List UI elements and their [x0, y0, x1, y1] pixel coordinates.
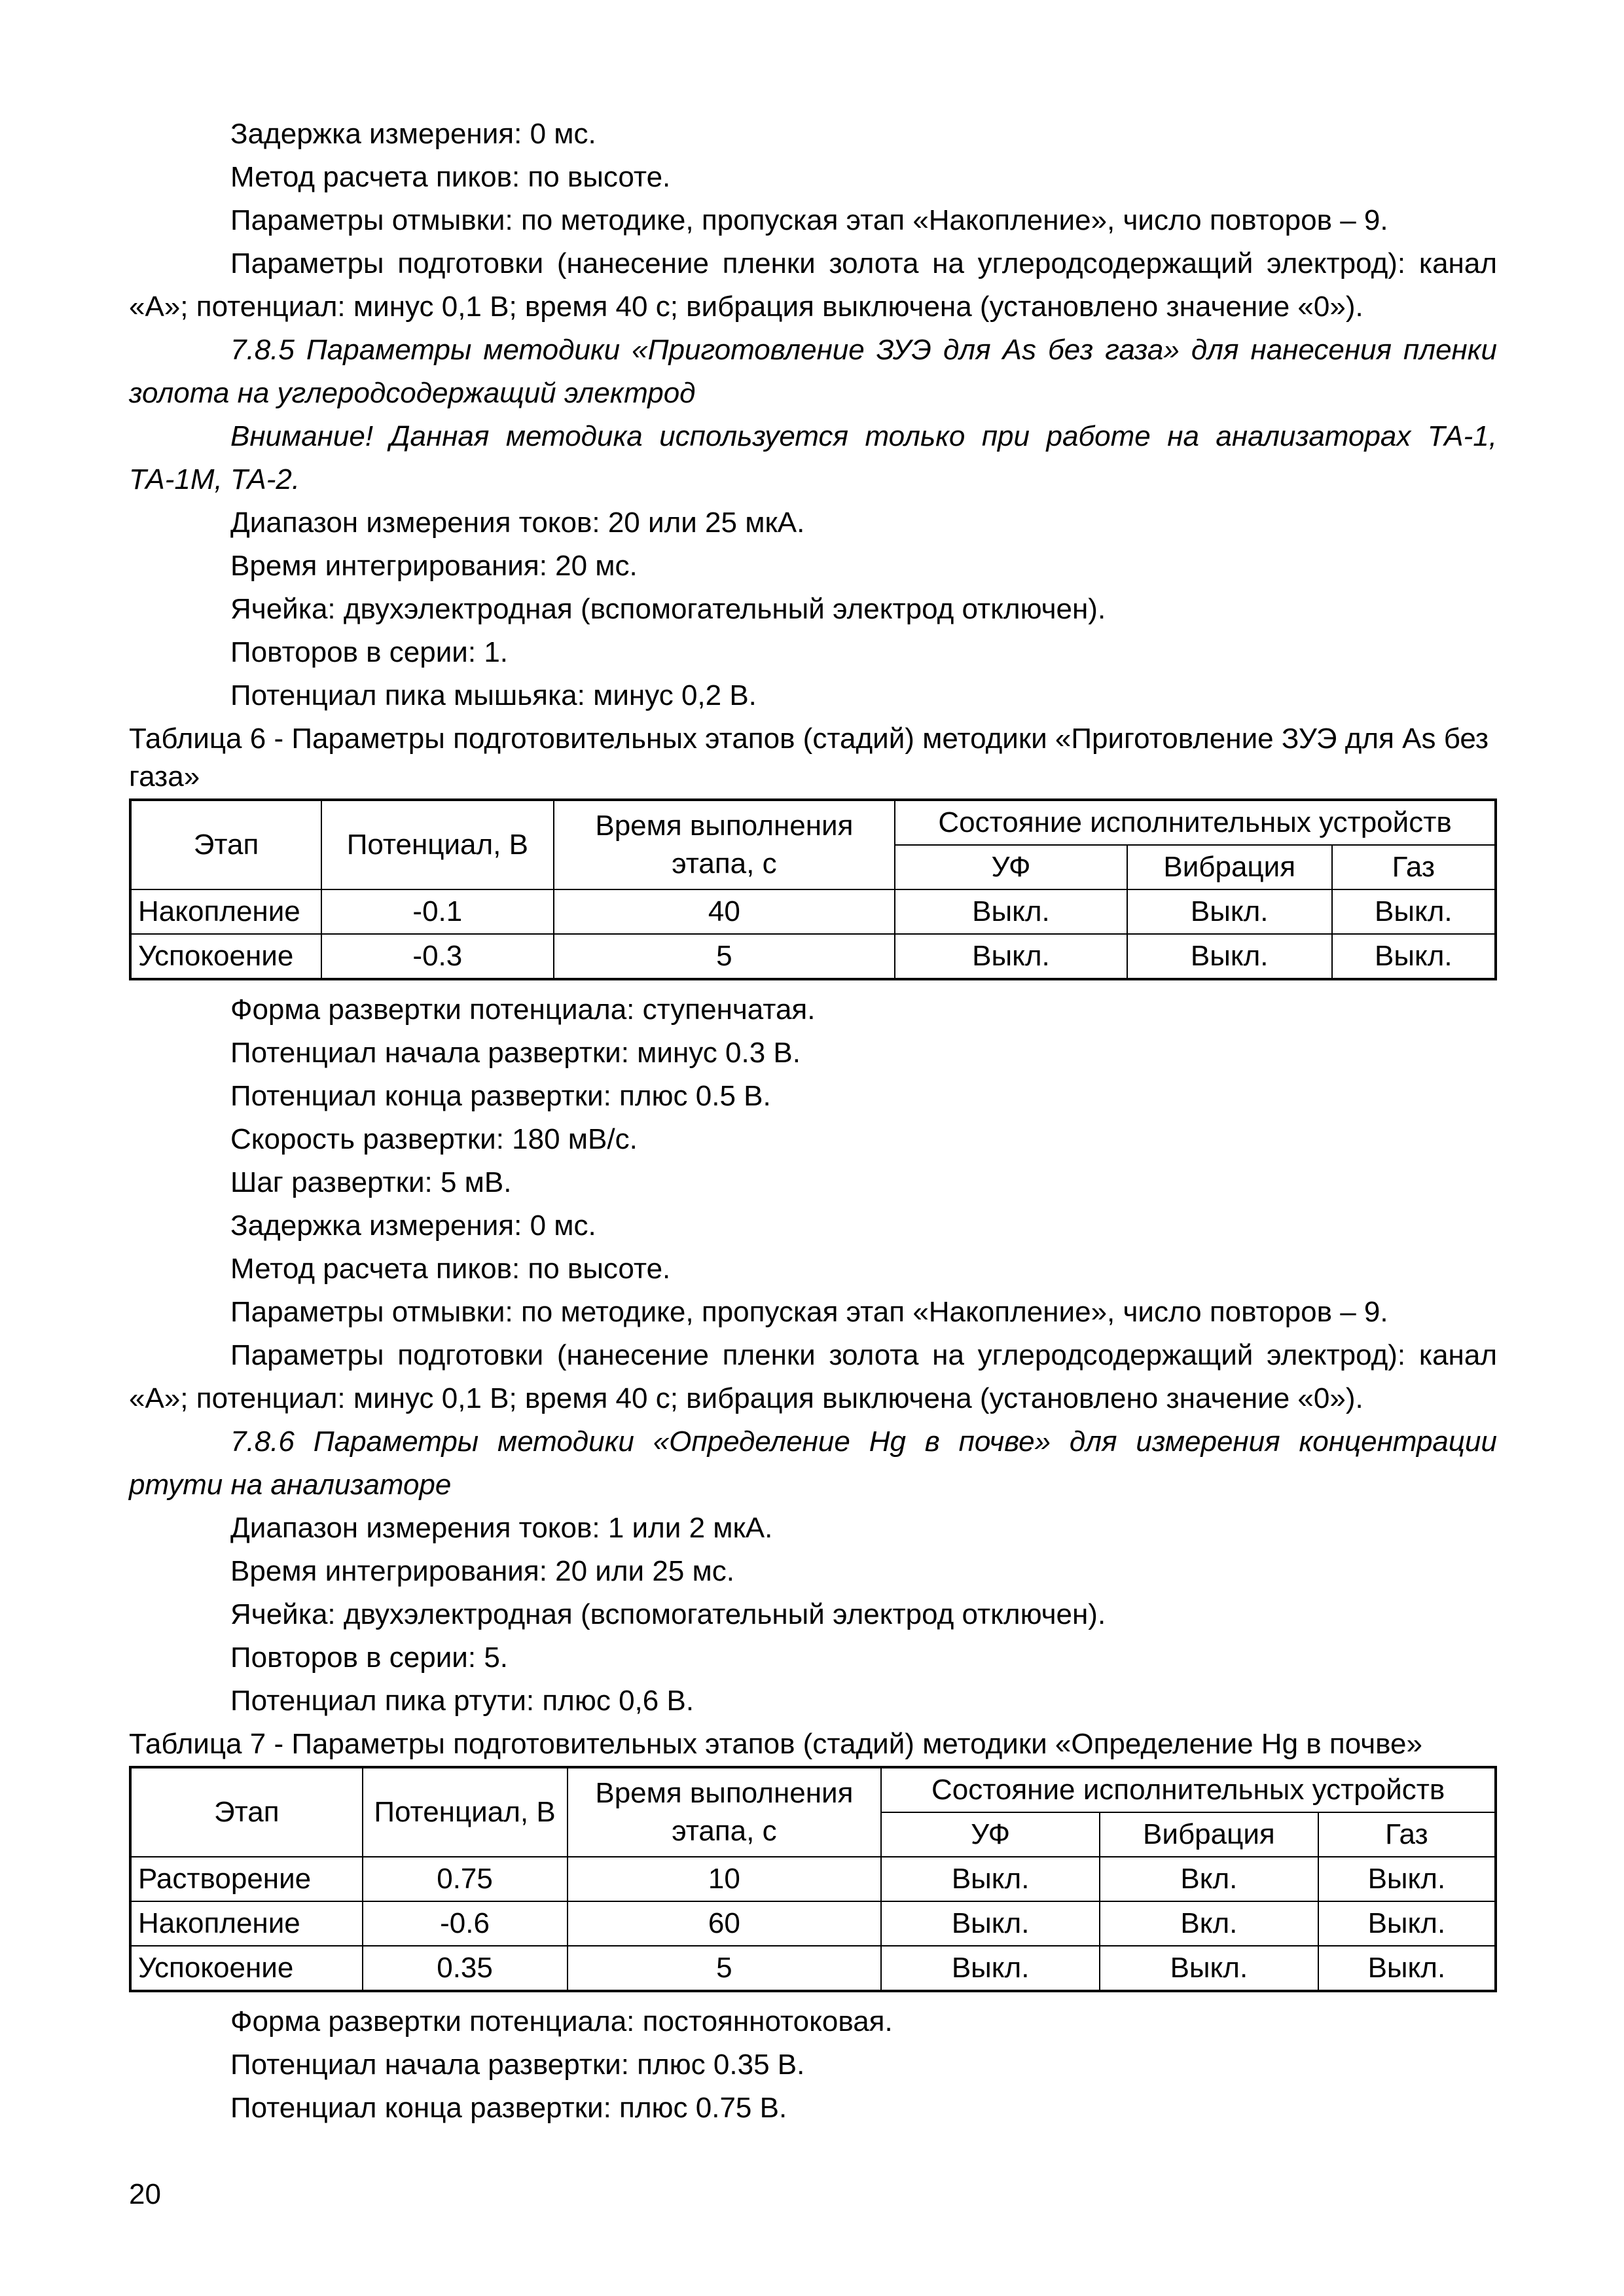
text-line: Форма развертки потенциала: постояннотоковая. [230, 2005, 893, 2037]
text-line: Потенциал конца развертки: плюс 0.5 В. [230, 1080, 771, 1112]
header-stage: Этап [130, 800, 321, 889]
text-line: Шаг развертки: 5 мВ. [230, 1166, 512, 1198]
header-gas: Газ [1332, 845, 1496, 889]
table-row [130, 934, 1496, 979]
cell-time: 40 [554, 889, 895, 934]
cell-gas: Выкл. [1318, 1901, 1496, 1946]
cell-uv: Выкл. [881, 1901, 1100, 1946]
cell-time: 10 [568, 1857, 882, 1901]
text-line: Параметры отмывки: по методике, пропуская этап «Накопление», число повторов – 9. [230, 1296, 1388, 1328]
cell-gas: Выкл. [1332, 889, 1496, 934]
table-row [130, 1901, 1496, 1946]
text-line: Потенциал начала развертки: минус 0.3 В. [230, 1037, 801, 1069]
text-line: Время интегрирования: 20 мс. [230, 550, 638, 582]
parameters-table-7 [129, 1766, 1497, 1992]
text-line: Время интегрирования: 20 или 25 мс. [230, 1555, 734, 1587]
text-line: Задержка измерения: 0 мс. [230, 118, 596, 150]
text-line: Диапазон измерения токов: 1 или 2 мкА. [230, 1512, 773, 1544]
text-line: Метод расчета пиков: по высоте. [230, 161, 671, 193]
section-heading: 7.8.5 Параметры методики «Приготовление ЗУЭ для As без газа» для нанесения пленки золота на углеродсодержащий электрод [129, 334, 1497, 409]
text-line: Повторов в серии: 5. [230, 1641, 509, 1674]
cell-uv: Выкл. [881, 1857, 1100, 1901]
text-line: Потенциал пика мышьяка: минус 0,2 В. [230, 679, 757, 711]
table-row [130, 1946, 1496, 1991]
cell-vibration: Выкл. [1100, 1946, 1318, 1991]
cell-stage: Накопление [130, 1901, 363, 1946]
header-gas: Газ [1318, 1812, 1496, 1857]
text-line: Задержка измерения: 0 мс. [230, 1210, 596, 1242]
cell-potential: 0.35 [363, 1946, 568, 1991]
section-heading: 7.8.6 Параметры методики «Определение Hg в почве» для измерения концентрации ртути на анализаторе [129, 1426, 1497, 1501]
cell-vibration: Выкл. [1127, 934, 1332, 979]
text-line: Потенциал пика ртути: плюс 0,6 В. [230, 1685, 695, 1717]
text-line: Форма развертки потенциала: ступенчатая. [230, 994, 816, 1026]
page-number: 20 [129, 2178, 161, 2210]
cell-potential: -0.1 [321, 889, 554, 934]
table-header-row [130, 1767, 1496, 1812]
header-vibration: Вибрация [1100, 1812, 1318, 1857]
cell-stage: Успокоение [130, 934, 321, 979]
cell-vibration: Вкл. [1100, 1901, 1318, 1946]
text-paragraph: Параметры подготовки (нанесение пленки золота на углеродсодержащий электрод): канал «А»; потенциал: минус 0,1 В; время 40 с; вибрация выключена (установлено значение «0»). [129, 1339, 1497, 1414]
cell-potential: -0.6 [363, 1901, 568, 1946]
header-time: Время выполнения этапа, с [568, 1767, 882, 1857]
cell-potential: -0.3 [321, 934, 554, 979]
header-uv: УФ [881, 1812, 1100, 1857]
header-vibration: Вибрация [1127, 845, 1332, 889]
text-line: Скорость развертки: 180 мВ/с. [230, 1123, 638, 1155]
text-line: Метод расчета пиков: по высоте. [230, 1253, 671, 1285]
page-content [129, 113, 1497, 2130]
text-line: Ячейка: двухэлектродная (вспомогательный электрод отключен). [230, 1598, 1106, 1630]
text-paragraph: Параметры подготовки (нанесение пленки золота на углеродсодержащий электрод): канал «А»; потенциал: минус 0,1 В; время 40 с; вибрация выключена (установлено значение «0»). [129, 247, 1497, 323]
cell-gas: Выкл. [1332, 934, 1496, 979]
parameters-table-6 [129, 798, 1497, 980]
cell-stage: Успокоение [130, 1946, 363, 1991]
cell-uv: Выкл. [895, 934, 1127, 979]
cell-time: 5 [554, 934, 895, 979]
header-devices: Состояние исполнительных устройств [895, 800, 1496, 845]
cell-vibration: Выкл. [1127, 889, 1332, 934]
text-line: Повторов в серии: 1. [230, 636, 509, 668]
text-line: Параметры отмывки: по методике, пропуская этап «Накопление», число повторов – 9. [230, 204, 1388, 236]
header-devices: Состояние исполнительных устройств [881, 1767, 1496, 1812]
cell-stage: Накопление [130, 889, 321, 934]
table-header-row [130, 800, 1496, 845]
cell-gas: Выкл. [1318, 1946, 1496, 1991]
text-line: Диапазон измерения токов: 20 или 25 мкА. [230, 507, 805, 539]
cell-uv: Выкл. [881, 1946, 1100, 1991]
cell-uv: Выкл. [895, 889, 1127, 934]
warning-note: Внимание! Данная методика используется только при работе на анализаторах ТА-1, ТА-1М, ТА-2. [129, 420, 1497, 495]
header-potential: Потенциал, В [321, 800, 554, 889]
table-row [130, 889, 1496, 934]
cell-potential: 0.75 [363, 1857, 568, 1901]
header-time: Время выполнения этапа, с [554, 800, 895, 889]
text-line: Ячейка: двухэлектродная (вспомогательный электрод отключен). [230, 593, 1106, 625]
cell-time: 5 [568, 1946, 882, 1991]
cell-gas: Выкл. [1318, 1857, 1496, 1901]
header-uv: УФ [895, 845, 1127, 889]
text-line: Потенциал начала развертки: плюс 0.35 В. [230, 2049, 805, 2081]
cell-vibration: Вкл. [1100, 1857, 1318, 1901]
cell-stage: Растворение [130, 1857, 363, 1901]
table-row [130, 1857, 1496, 1901]
cell-time: 60 [568, 1901, 882, 1946]
text-line: Потенциал конца развертки: плюс 0.75 В. [230, 2092, 787, 2124]
header-potential: Потенциал, В [363, 1767, 568, 1857]
table-caption: Таблица 6 - Параметры подготовительных этапов (стадий) методики «Приготовление ЗУЭ для As без газа» [129, 723, 1489, 793]
table-caption: Таблица 7 - Параметры подготовительных этапов (стадий) методики «Определение Hg в почве» [129, 1728, 1422, 1760]
header-stage: Этап [130, 1767, 363, 1857]
